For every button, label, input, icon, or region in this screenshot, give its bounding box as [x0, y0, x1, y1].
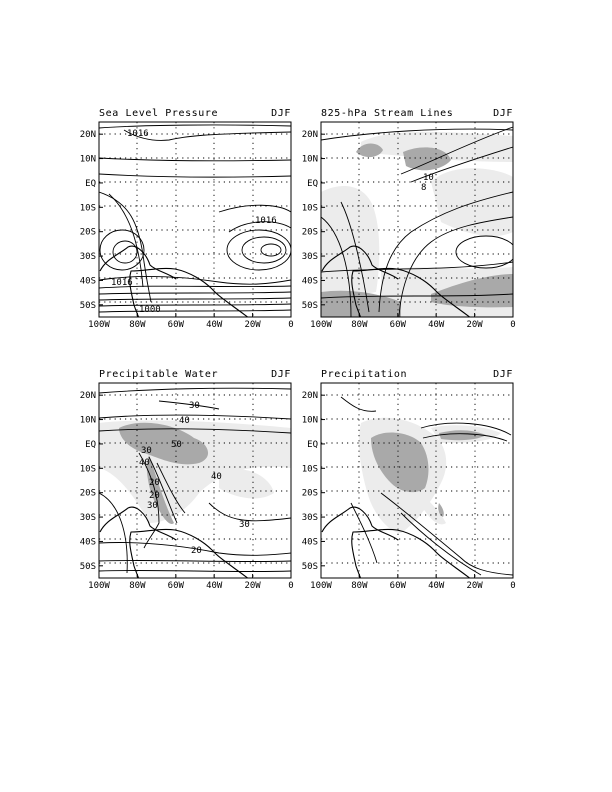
contour-label: 20: [191, 546, 202, 556]
contour-label: 10: [423, 173, 434, 183]
y-tick-label: 20N: [301, 130, 318, 141]
x-tick-label: 20W: [466, 581, 483, 591]
x-tick-label: 80W: [351, 320, 368, 330]
x-tick-label: 20W: [244, 320, 261, 330]
x-tick-label: 100W: [88, 320, 110, 330]
x-tick-label: 0: [510, 581, 516, 591]
contour-label: 30: [239, 520, 250, 530]
y-tick-label: 20S: [301, 488, 318, 499]
contour-label: 50: [171, 440, 182, 450]
y-tick-label: 10N: [301, 415, 318, 426]
contour-label: 40: [139, 458, 150, 468]
panel-season: DJF: [271, 369, 291, 380]
y-tick-label: EQ: [307, 178, 318, 189]
map-area: [99, 383, 294, 692]
x-tick-label: 60W: [389, 320, 406, 330]
y-tick-label: 10S: [79, 464, 96, 475]
y-tick-label: 30S: [79, 252, 96, 263]
x-tick-label: 60W: [167, 581, 184, 591]
y-tick-label: EQ: [85, 439, 96, 450]
y-tick-label: 20N: [79, 391, 96, 402]
panel-title: Precipitation: [321, 369, 408, 380]
y-tick-label: 30S: [301, 513, 318, 524]
y-tick-label: 10S: [79, 203, 96, 214]
x-tick-label: 100W: [310, 320, 332, 330]
x-tick-label: 40W: [206, 581, 223, 591]
y-tick-label: EQ: [85, 178, 96, 189]
x-tick-label: 0: [288, 581, 294, 591]
x-tick-label: 20W: [466, 320, 483, 330]
panel-title: Precipitable Water: [99, 369, 219, 380]
y-tick-label: 20S: [301, 227, 318, 238]
x-tick-label: 0: [288, 320, 294, 330]
x-axis-ticks: [88, 313, 294, 330]
panel-season: DJF: [271, 108, 291, 119]
y-axis-ticks: [302, 391, 325, 572]
y-tick-label: 40S: [301, 537, 318, 548]
y-tick-label: 30S: [79, 513, 96, 524]
contour-label: 20: [149, 491, 160, 501]
contour-label: 1016: [111, 278, 133, 288]
panel-precipitable-water: [80, 369, 294, 692]
contour-label: 8: [421, 183, 427, 193]
panel-title: 825-hPa Stream Lines: [321, 108, 454, 119]
y-tick-label: 10S: [301, 203, 318, 214]
y-tick-label: 40S: [79, 276, 96, 287]
contour-label: 1016: [255, 216, 277, 226]
contour-label: 30: [141, 446, 152, 456]
y-tick-label: 40S: [79, 537, 96, 548]
x-tick-label: 80W: [129, 581, 146, 591]
coastline: [322, 507, 480, 692]
y-tick-label: 50S: [79, 300, 96, 311]
y-tick-label: 10N: [79, 154, 96, 165]
panel-season: DJF: [493, 108, 513, 119]
x-tick-label: 40W: [428, 320, 445, 330]
x-axis-ticks: [88, 574, 294, 591]
y-tick-label: 20S: [79, 488, 96, 499]
panel-season: DJF: [493, 369, 513, 380]
map-area: [321, 383, 516, 692]
y-axis-ticks: [80, 130, 103, 311]
contour-label: 30: [189, 401, 200, 411]
panel-title: Sea Level Pressure: [99, 108, 219, 119]
x-axis-ticks: [310, 574, 516, 591]
contour-label: 30: [147, 501, 158, 511]
x-tick-label: 20W: [244, 581, 261, 591]
x-tick-label: 40W: [206, 320, 223, 330]
x-tick-label: 40W: [428, 581, 445, 591]
map-area: [321, 122, 516, 431]
contour-label: 20: [149, 478, 160, 488]
y-tick-label: 20N: [79, 130, 96, 141]
map-area: [99, 122, 294, 431]
y-tick-label: 40S: [301, 276, 318, 287]
contour-label: 1000: [139, 305, 161, 315]
x-tick-label: 60W: [389, 581, 406, 591]
contour-label: 1016: [127, 129, 149, 139]
y-tick-label: 10S: [301, 464, 318, 475]
x-tick-label: 0: [510, 320, 516, 330]
contour-labels: [111, 129, 277, 315]
x-tick-label: 100W: [310, 581, 332, 591]
y-tick-label: 20N: [301, 391, 318, 402]
panel-precipitation: [302, 369, 516, 692]
y-tick-label: 30S: [301, 252, 318, 263]
y-tick-label: 10N: [79, 415, 96, 426]
x-tick-label: 100W: [88, 581, 110, 591]
x-tick-label: 60W: [167, 320, 184, 330]
y-tick-label: 10N: [301, 154, 318, 165]
coastline: [100, 507, 258, 692]
contour-label: 40: [179, 416, 190, 426]
contour-label: 40: [211, 472, 222, 482]
y-tick-label: EQ: [307, 439, 318, 450]
y-tick-label: 50S: [79, 561, 96, 572]
x-tick-label: 80W: [351, 581, 368, 591]
y-tick-label: 50S: [301, 561, 318, 572]
y-tick-label: 50S: [301, 300, 318, 311]
x-tick-label: 80W: [129, 320, 146, 330]
y-tick-label: 20S: [79, 227, 96, 238]
